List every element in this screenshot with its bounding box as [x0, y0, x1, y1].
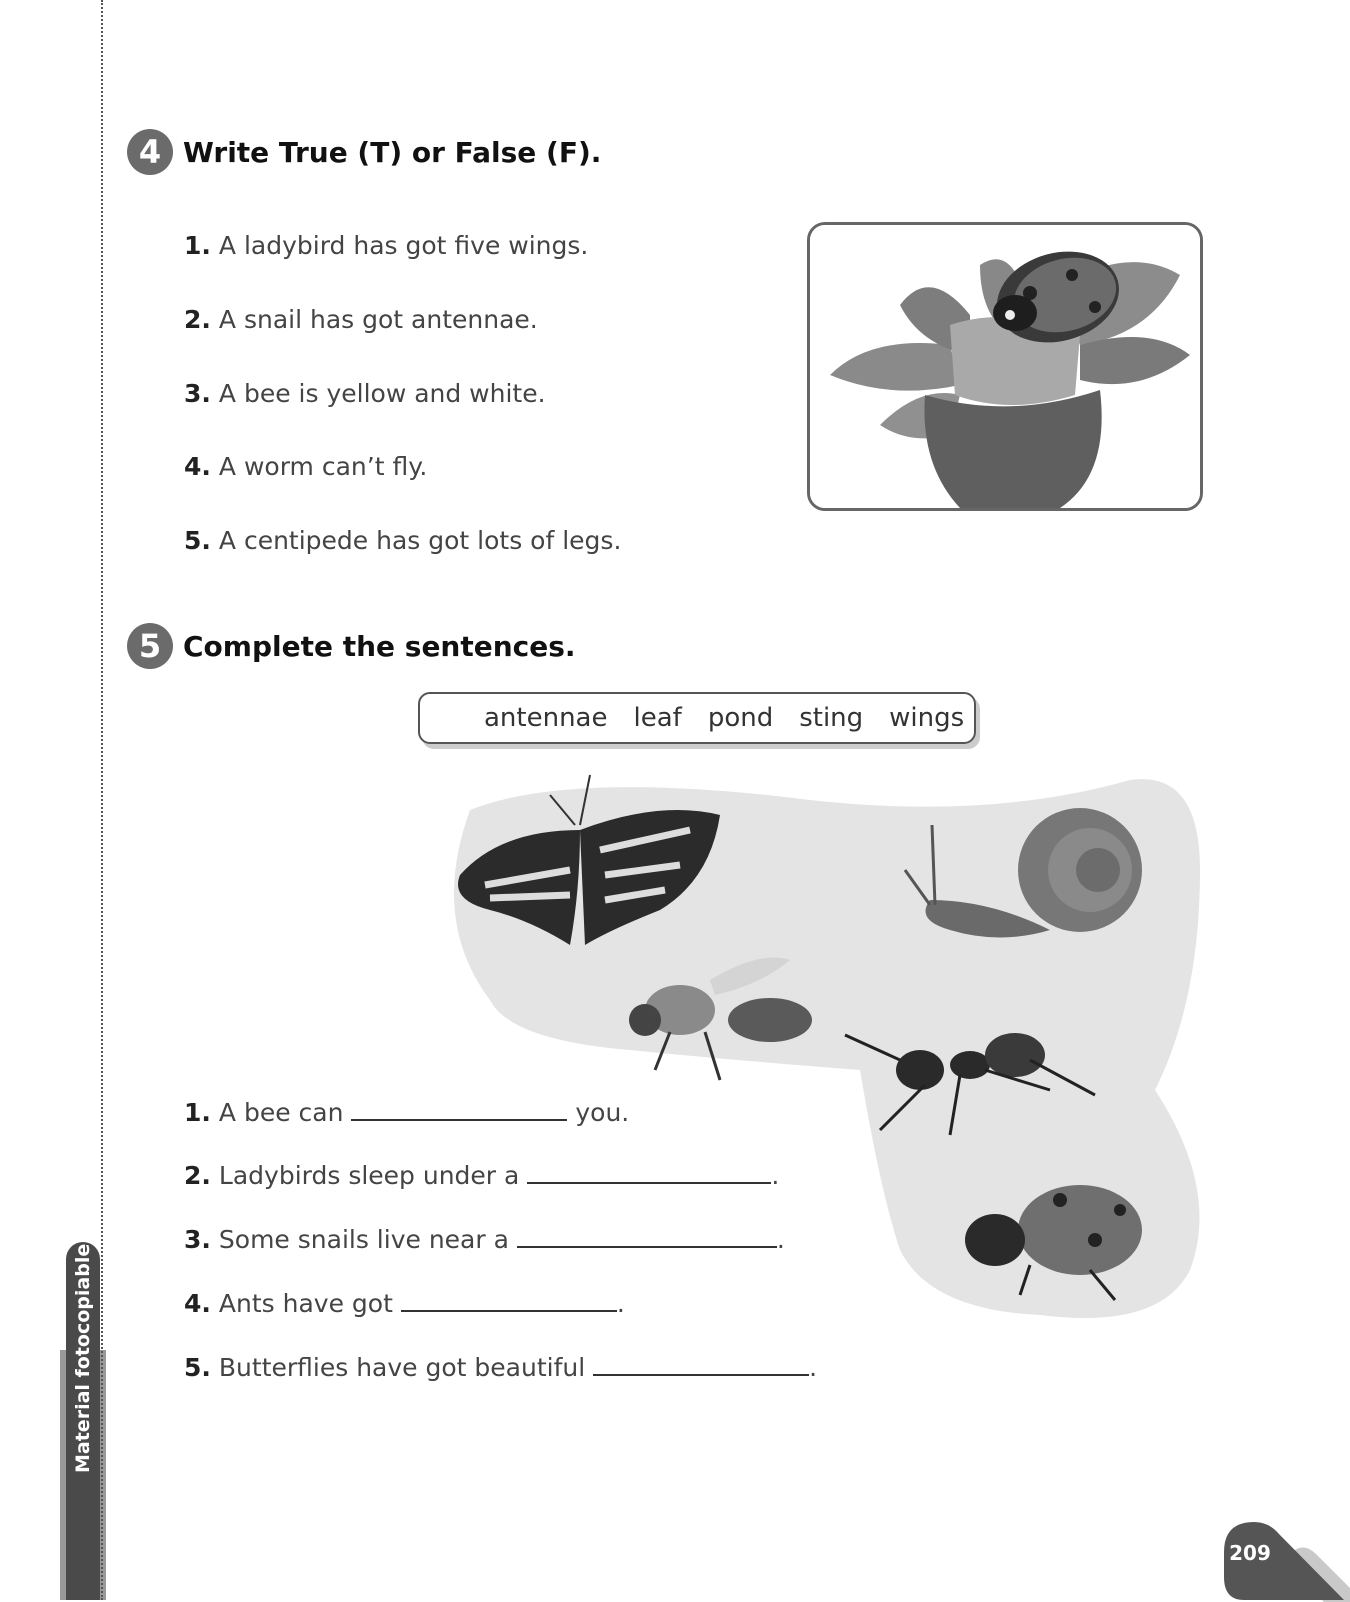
item-number: 2. [184, 305, 211, 334]
sentence-end: . [771, 1161, 780, 1190]
item-number: 1. [184, 231, 211, 260]
list-item [184, 305, 538, 334]
answer-blank[interactable] [351, 1099, 567, 1121]
word-bank-item: antennae [484, 703, 608, 733]
answer-blank[interactable] [401, 1290, 617, 1312]
item-number: 3. [184, 1225, 211, 1254]
sentence-end: . [616, 1289, 625, 1318]
sentence-end: you. [575, 1098, 630, 1127]
list-item [184, 379, 546, 408]
sentence-start: Ladybirds sleep under a [218, 1161, 520, 1190]
section-5-heading [127, 623, 576, 669]
list-item [184, 1098, 629, 1127]
section-4-heading [127, 129, 601, 175]
item-number: 1. [184, 1098, 211, 1127]
answer-blank[interactable] [527, 1162, 771, 1184]
sentence-end: . [776, 1225, 785, 1254]
answer-blank[interactable] [593, 1354, 809, 1376]
ladybird-on-flower-photo [807, 222, 1203, 511]
item-text: A ladybird has got five wings. [218, 231, 589, 260]
item-number: 5. [184, 526, 211, 555]
list-item [184, 452, 427, 481]
sentence-start: A bee can [218, 1098, 344, 1127]
cut-line [101, 0, 103, 1600]
list-item [184, 526, 621, 555]
word-bank-item: sting [799, 703, 864, 733]
sentence-start: Ants have got [218, 1289, 393, 1318]
list-item [184, 1225, 785, 1254]
item-text: A snail has got antennae. [218, 305, 538, 334]
section-number: 4 [127, 129, 173, 175]
sentence-start: Butterflies have got beautiful [218, 1353, 586, 1382]
word-bank-item: pond [707, 703, 774, 733]
word-bank-item: leaf [633, 703, 682, 733]
sentence-end: . [809, 1353, 818, 1382]
word-bank [418, 692, 976, 744]
section-number: 5 [127, 623, 173, 669]
section-title: Complete the sentences. [183, 629, 576, 663]
item-text: A worm can’t fly. [218, 452, 428, 481]
item-number: 2. [184, 1161, 211, 1190]
list-item [184, 1161, 779, 1190]
answer-blank[interactable] [517, 1226, 777, 1248]
item-number: 4. [184, 1289, 211, 1318]
sentence-start: Some snails live near a [218, 1225, 509, 1254]
list-item [184, 1353, 817, 1382]
item-text: A centipede has got lots of legs. [218, 526, 622, 555]
item-number: 5. [184, 1353, 211, 1382]
item-number: 3. [184, 379, 211, 408]
section-title: Write True (T) or False (F). [183, 135, 602, 169]
list-item [184, 231, 588, 260]
page-number: 209 [1229, 1541, 1271, 1565]
word-bank-item: wings [889, 703, 965, 733]
ladybird-on-flower-icon [810, 225, 1200, 508]
side-label: Material fotocopiable [72, 1243, 94, 1473]
list-item [184, 1289, 625, 1318]
item-number: 4. [184, 452, 211, 481]
item-text: A bee is yellow and white. [218, 379, 546, 408]
